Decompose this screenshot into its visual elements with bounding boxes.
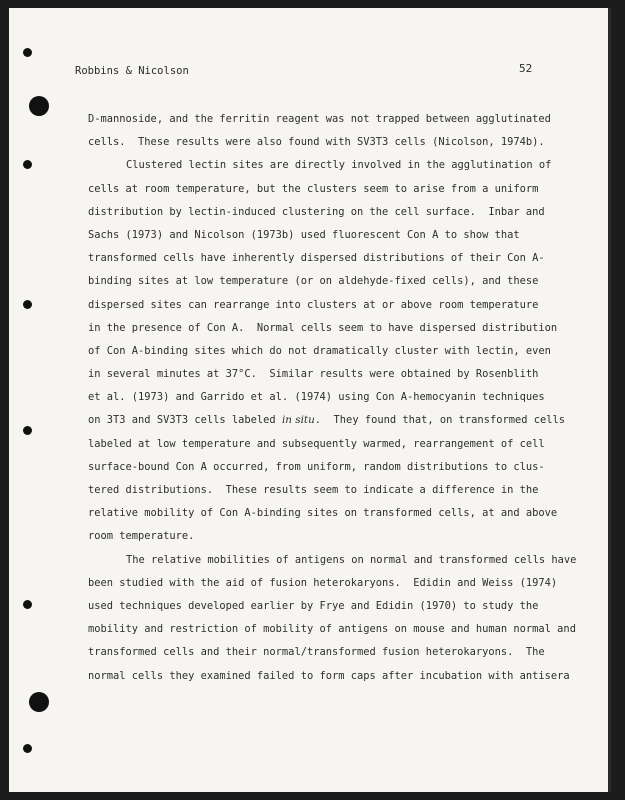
text-line: Clustered lectin sites are directly involved in the agglutination of [126,159,552,172]
document-page [9,8,611,792]
text-line: of Con A-binding sites which do not dramatically cluster with lectin, even [88,344,551,357]
text-line: Sachs (1973) and Nicolson (1973b) used fluorescent Con A to show that [88,228,520,241]
text-line: surface-bound Con A occurred, from uniform, random distributions to clus- [88,460,545,473]
binder-hole [29,692,49,712]
running-head: Robbins & Nicolson [75,65,189,77]
binder-hole [23,300,32,309]
text-line: binding sites at low temperature (or on aldehyde-fixed cells), and these [88,275,539,288]
binder-hole [23,426,32,435]
text-line: in the presence of Con A. Normal cells seem to have dispersed distribution [88,321,558,334]
text-line: cells at room temperature, but the clusters seem to arise from a uniform [88,182,539,195]
text-line: et al. (1973) and Garrido et al. (1974) using Con A-hemocyanin techniques [88,391,545,404]
text-line: The relative mobilities of antigens on normal and transformed cells have [126,553,577,566]
binder-hole [29,96,49,116]
text-line: cells. These results were also found with SV3T3 cells (Nicolson, 1974b). [88,136,545,149]
binder-hole [23,48,32,57]
text-line: room temperature. [88,530,195,543]
text-segment: . They found that, on transformed cells [314,414,566,427]
text-line: been studied with the aid of fusion heterokaryons. Edidin and Weiss (1974) [88,576,558,589]
binder-hole [23,744,32,753]
text-line [88,409,566,432]
page-number: 52 [519,62,533,75]
text-segment: on 3T3 and SV3T3 cells labeled [88,414,282,427]
text-line: transformed cells have inherently dispersed distributions of their Con A- [88,252,545,265]
binder-hole [23,600,32,609]
body-text [88,108,577,688]
italic-term: in situ [281,414,315,427]
text-line: normal cells they examined failed to form caps after incubation with antisera [88,669,570,682]
text-line: dispersed sites can rearrange into clusters at or above room temperature [88,298,539,311]
text-line: transformed cells and their normal/transformed fusion heterokaryons. The [88,646,545,659]
text-line: mobility and restriction of mobility of antigens on mouse and human normal and [88,623,576,636]
text-line: relative mobility of Con A-binding sites on transformed cells, at and above [88,507,558,520]
text-line: D-mannoside, and the ferritin reagent was not trapped between agglutinated [88,113,551,125]
text-line: distribution by lectin-induced clustering on the cell surface. Inbar and [88,205,545,218]
text-line: tered distributions. These results seem to indicate a difference in the [88,484,539,496]
binder-hole [23,160,32,169]
text-line: in several minutes at 37°C. Similar results were obtained by Rosenblith [88,368,539,381]
text-line: used techniques developed earlier by Frye and Edidin (1970) to study the [88,599,539,612]
text-line: labeled at low temperature and subsequently warmed, rearrangement of cell [88,437,545,450]
